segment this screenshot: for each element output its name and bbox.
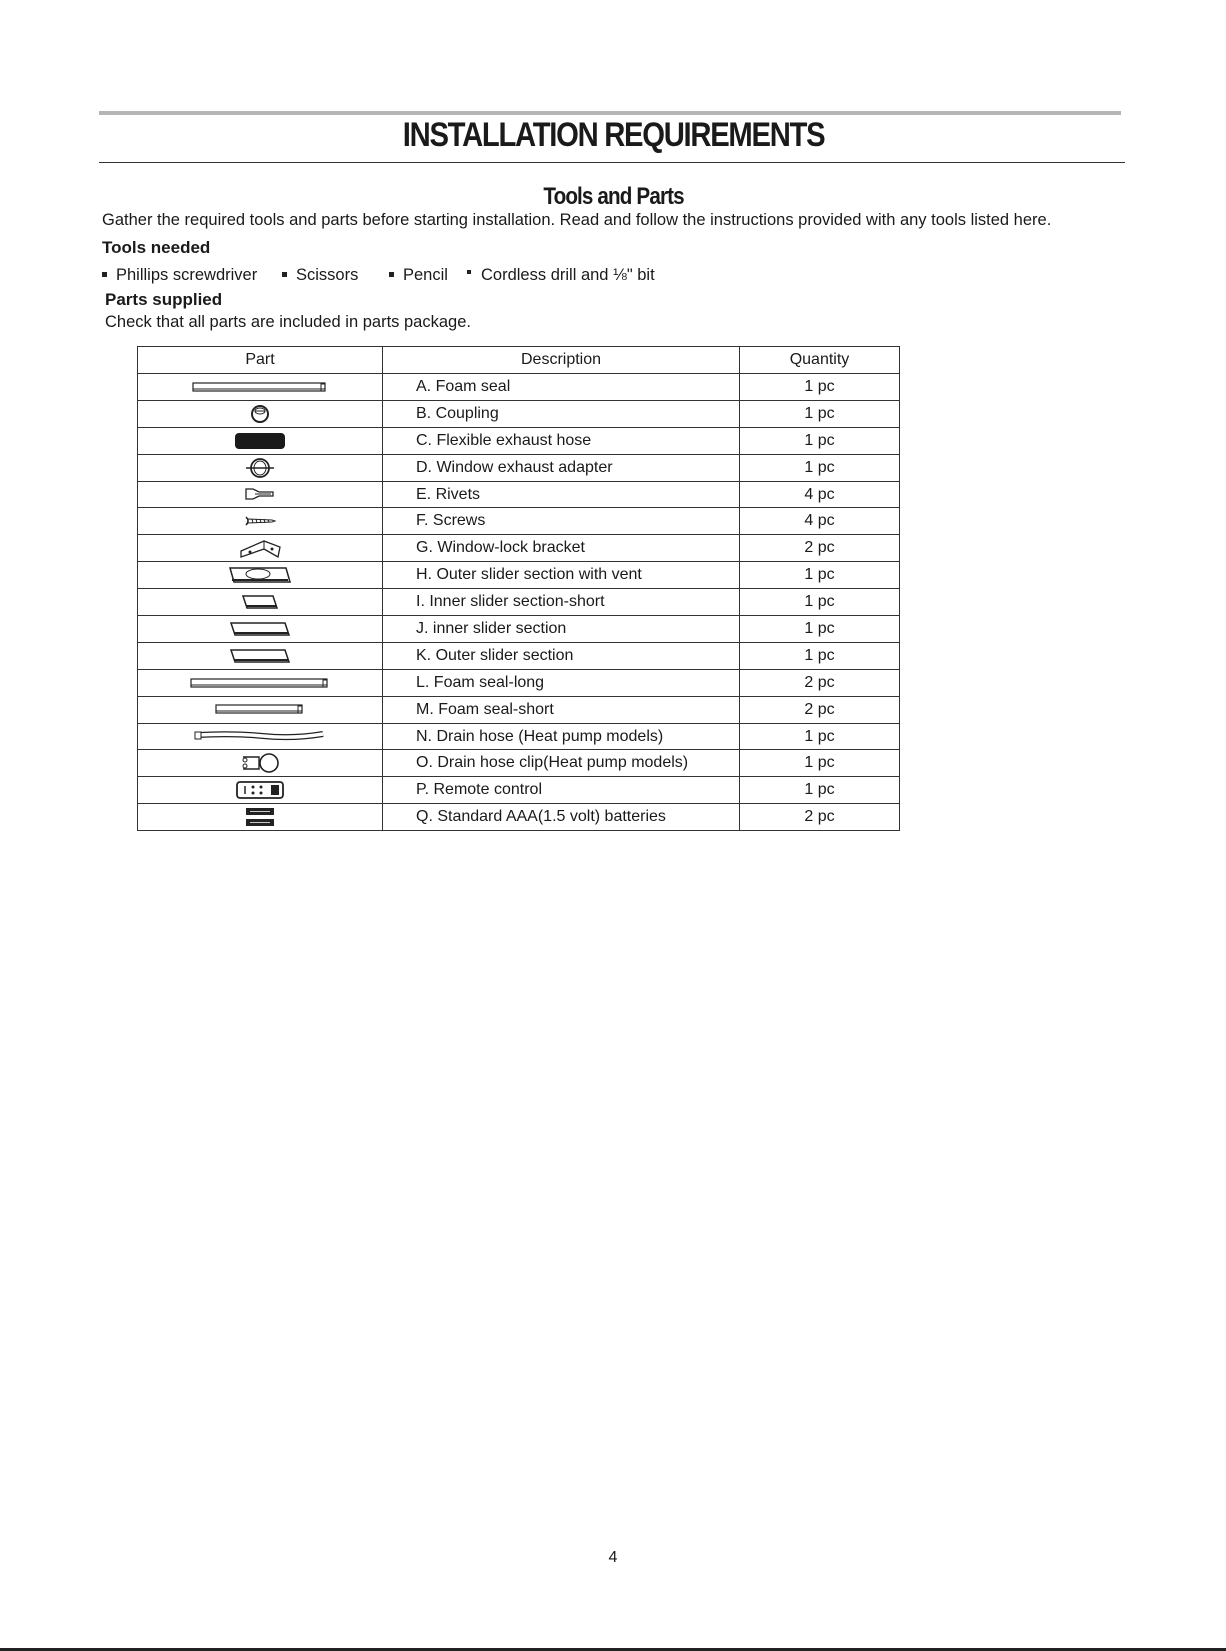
flexible-hose-icon (233, 431, 287, 451)
part-cell (138, 454, 383, 481)
table-row (138, 400, 900, 427)
part-cell (138, 508, 383, 535)
quantity-cell: 1 pc (740, 750, 900, 777)
description-cell: O. Drain hose clip(Heat pump models) (383, 750, 740, 777)
part-cell (138, 589, 383, 616)
tool-item (389, 266, 448, 285)
table-row (138, 589, 900, 616)
table-header-row (138, 347, 900, 374)
tools-heading: Tools needed (102, 238, 211, 257)
table-row (138, 750, 900, 777)
slider-icon (229, 647, 291, 665)
table-row (138, 696, 900, 723)
bullet-icon (102, 272, 107, 277)
description-cell: N. Drain hose (Heat pump models) (383, 723, 740, 750)
quantity-cell: 2 pc (740, 696, 900, 723)
bullet-icon (282, 272, 287, 277)
title-divider (99, 162, 1125, 163)
part-cell (138, 481, 383, 508)
slider-icon (229, 620, 291, 638)
table-row (138, 427, 900, 454)
description-cell: K. Outer slider section (383, 642, 740, 669)
table-row (138, 669, 900, 696)
description-cell: G. Window-lock bracket (383, 535, 740, 562)
description-cell: Q. Standard AAA(1.5 volt) batteries (383, 804, 740, 831)
screw-icon (243, 514, 277, 528)
part-cell (138, 669, 383, 696)
part-cell (138, 642, 383, 669)
tool-item (102, 266, 257, 285)
tool-label: Scissors (296, 266, 359, 284)
bullet-icon (389, 272, 394, 277)
description-cell: M. Foam seal-short (383, 696, 740, 723)
table-row (138, 374, 900, 401)
table-row (138, 535, 900, 562)
part-cell (138, 374, 383, 401)
description-cell: A. Foam seal (383, 374, 740, 401)
quantity-cell: 1 pc (740, 616, 900, 643)
part-cell (138, 616, 383, 643)
part-cell (138, 723, 383, 750)
tools-list (102, 266, 802, 288)
part-cell (138, 777, 383, 804)
description-cell: F. Screws (383, 508, 740, 535)
description-cell: I. Inner slider section-short (383, 589, 740, 616)
quantity-cell: 1 pc (740, 562, 900, 589)
foam-seal-long-icon (190, 676, 330, 690)
quantity-cell: 2 pc (740, 804, 900, 831)
bracket-icon (238, 537, 282, 559)
quantity-cell: 1 pc (740, 589, 900, 616)
parts-heading: Parts supplied (105, 290, 223, 309)
quantity-cell: 4 pc (740, 508, 900, 535)
quantity-cell: 2 pc (740, 535, 900, 562)
table-row (138, 616, 900, 643)
table-row (138, 642, 900, 669)
description-cell: D. Window exhaust adapter (383, 454, 740, 481)
quantity-cell: 1 pc (740, 427, 900, 454)
batteries-icon (244, 806, 276, 828)
description-cell: H. Outer slider section with vent (383, 562, 740, 589)
description-cell: E. Rivets (383, 481, 740, 508)
parts-table (137, 346, 900, 831)
quantity-cell: 1 pc (740, 454, 900, 481)
window-adapter-icon (244, 457, 276, 479)
quantity-cell: 1 pc (740, 723, 900, 750)
description-cell: J. inner slider section (383, 616, 740, 643)
part-cell (138, 750, 383, 777)
page-number: 4 (608, 1549, 618, 1566)
slider-short-icon (241, 593, 279, 611)
coupling-icon (249, 404, 271, 424)
header-part: Part (138, 347, 383, 374)
quantity-cell: 1 pc (740, 777, 900, 804)
tool-item (467, 266, 655, 285)
tool-label: Pencil (403, 266, 448, 284)
remote-control-icon (235, 780, 285, 800)
table-row (138, 723, 900, 750)
bullet-icon (467, 270, 471, 274)
table-row (138, 481, 900, 508)
description-cell: B. Coupling (383, 400, 740, 427)
intro-text: Gather the required tools and parts before starting installation. Read and follow the instructions provided with any tools listed here. (102, 211, 1052, 229)
quantity-cell: 1 pc (740, 400, 900, 427)
description-cell: C. Flexible exhaust hose (383, 427, 740, 454)
part-cell (138, 804, 383, 831)
description-cell: L. Foam seal-long (383, 669, 740, 696)
header-quantity: Quantity (740, 347, 900, 374)
parts-instruction: Check that all parts are included in parts package. (105, 313, 471, 331)
tool-label: Cordless drill and ⅛" bit (481, 266, 655, 284)
slider-vent-icon (228, 565, 292, 585)
part-cell (138, 562, 383, 589)
part-cell (138, 696, 383, 723)
drain-hose-icon (193, 729, 327, 743)
table-row (138, 777, 900, 804)
table-row (138, 562, 900, 589)
top-rule (99, 111, 1121, 115)
quantity-cell: 2 pc (740, 669, 900, 696)
part-cell (138, 535, 383, 562)
tool-label: Phillips screwdriver (116, 266, 258, 284)
table-row (138, 804, 900, 831)
rivet-icon (243, 485, 277, 503)
description-cell: P. Remote control (383, 777, 740, 804)
section-title: Tools and Parts (543, 183, 684, 210)
table-row (138, 508, 900, 535)
foam-seal-short-icon (215, 702, 305, 716)
header-description: Description (383, 347, 740, 374)
quantity-cell: 1 pc (740, 374, 900, 401)
quantity-cell: 1 pc (740, 642, 900, 669)
part-cell (138, 400, 383, 427)
part-cell (138, 427, 383, 454)
page-title: INSTALLATION REQUIREMENTS (402, 116, 825, 154)
tool-item (282, 266, 358, 285)
quantity-cell: 4 pc (740, 481, 900, 508)
foam-seal-icon (192, 380, 328, 394)
hose-clip-icon (239, 752, 281, 774)
table-row (138, 454, 900, 481)
